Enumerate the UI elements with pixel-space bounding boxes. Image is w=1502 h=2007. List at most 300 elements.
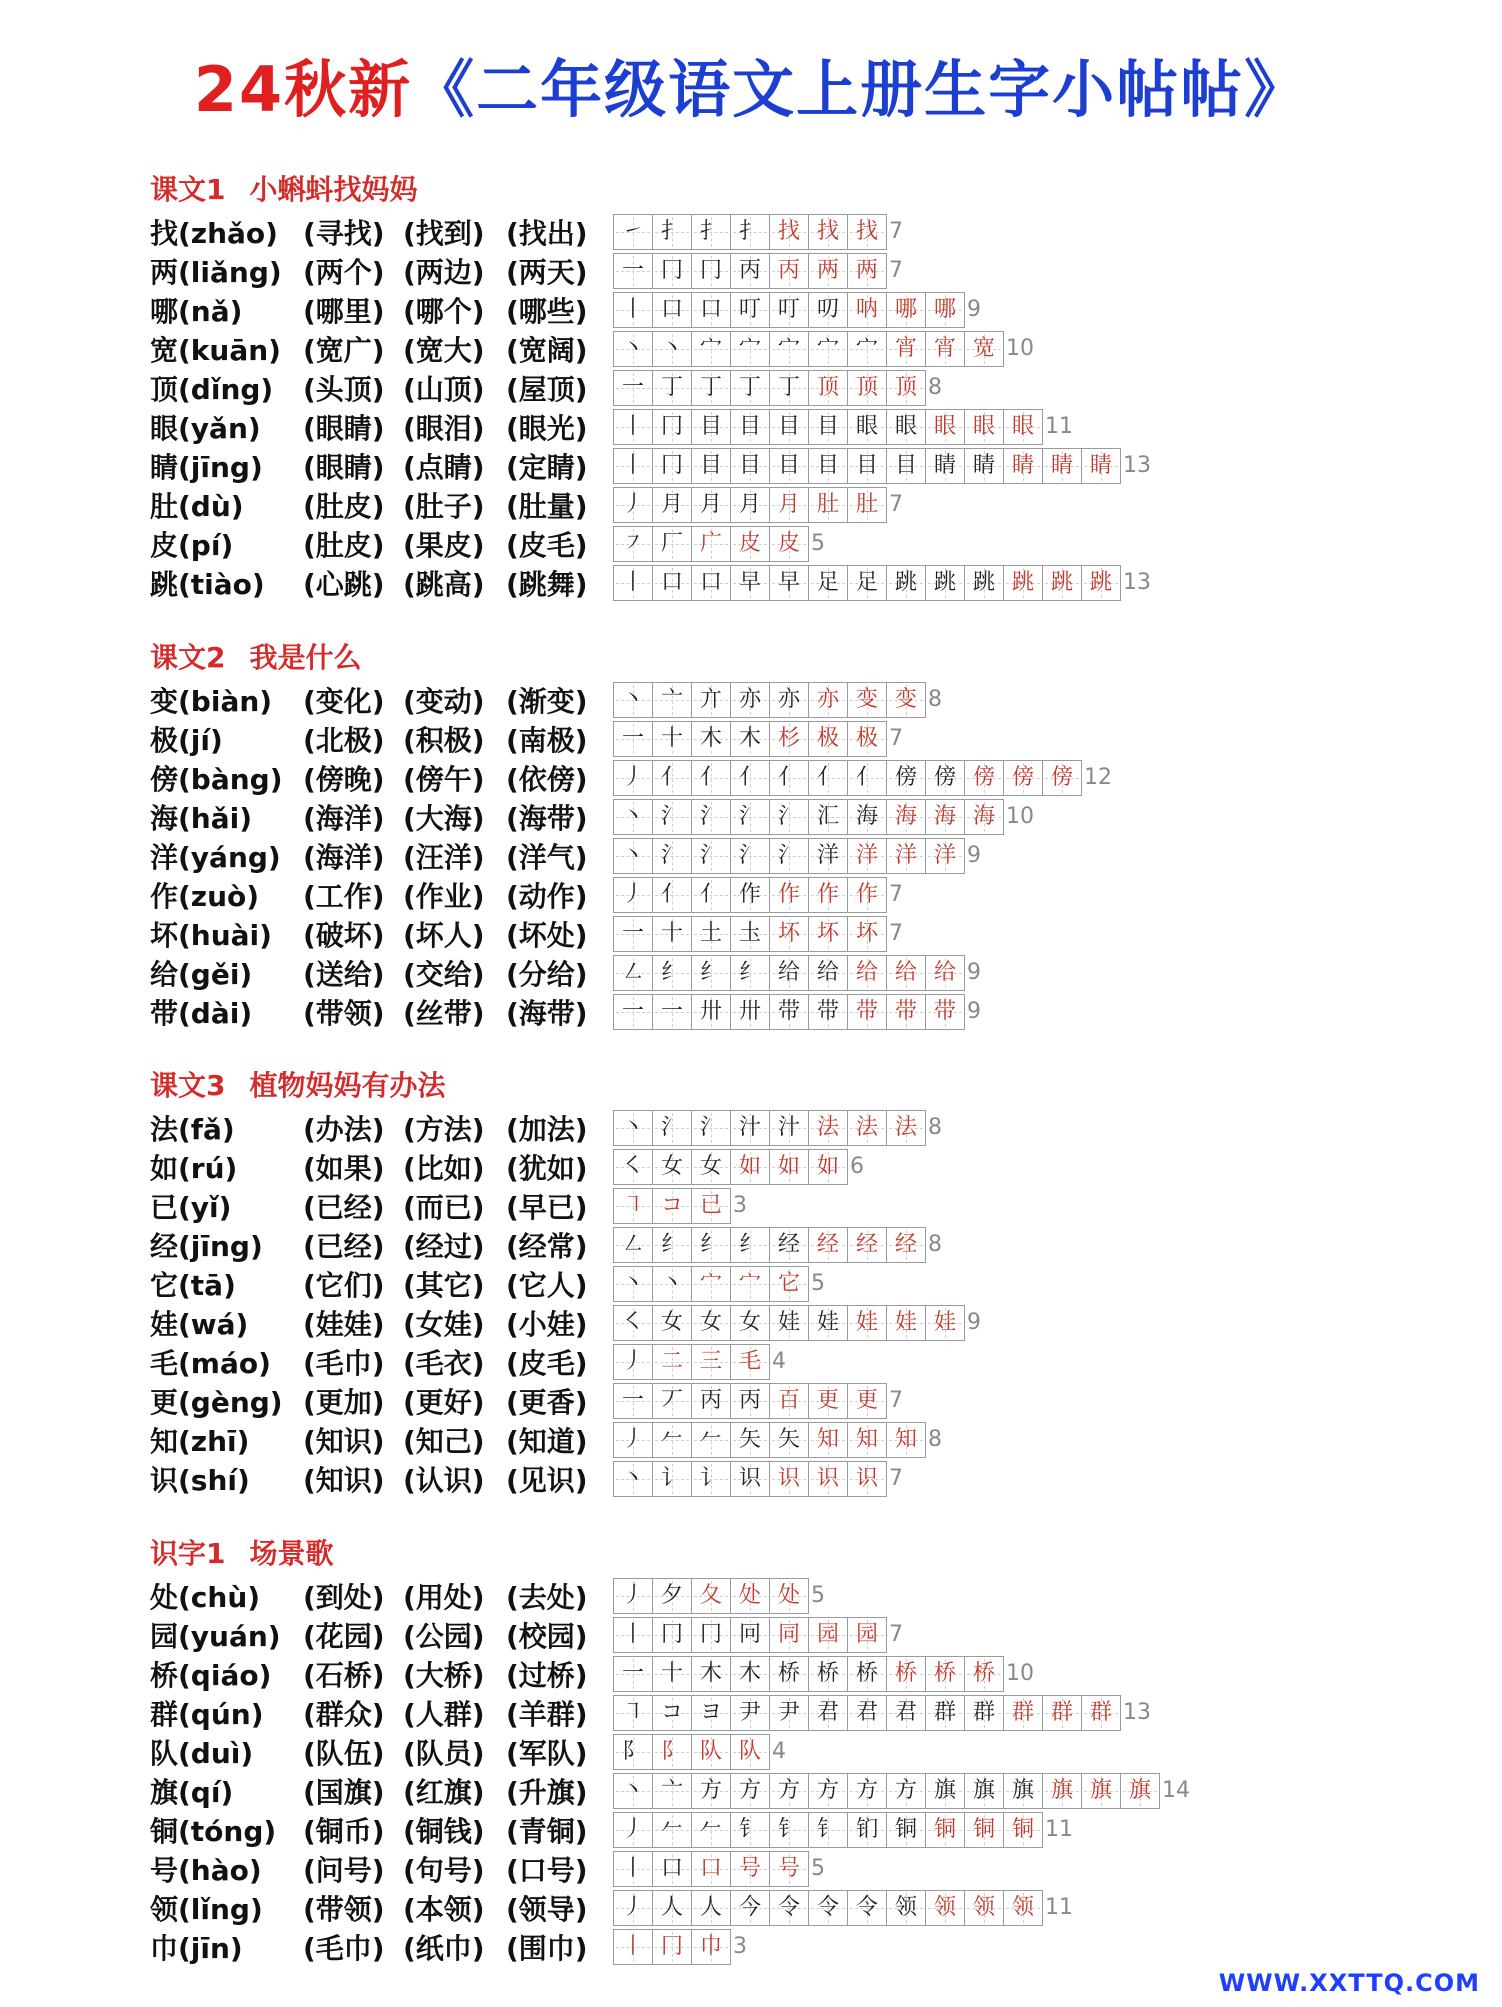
stroke-glyph: 眼 — [933, 413, 956, 439]
stroke-glyph: 丿 — [621, 1582, 644, 1608]
stroke-glyph: 纟 — [738, 1231, 761, 1257]
char-row — [150, 719, 903, 758]
stroke-box — [652, 1383, 691, 1419]
stroke-box — [1003, 1695, 1042, 1731]
char-pinyin: 娃(wá) — [150, 1307, 249, 1341]
stroke-glyph: 经 — [894, 1231, 917, 1257]
stroke-glyph: 队 — [738, 1738, 761, 1764]
stroke-box — [964, 409, 1003, 445]
stroke-glyph: 铜 — [1011, 1816, 1034, 1842]
stroke-glyph: 钅 — [738, 1816, 761, 1842]
stroke-glyph: 𠂉 — [660, 1816, 683, 1842]
stroke-glyph: 冂 — [660, 452, 683, 478]
stroke-glyph: 园 — [855, 1621, 878, 1647]
stroke-box — [730, 1695, 769, 1731]
stroke-box — [925, 1656, 964, 1692]
stroke-box — [886, 994, 925, 1030]
stroke-order-grid — [613, 409, 1043, 445]
stroke-box — [730, 1344, 770, 1380]
stroke-glyph: 丶 — [621, 1777, 644, 1803]
stroke-glyph: 亠 — [660, 1777, 683, 1803]
stroke-glyph: 丁 — [738, 374, 761, 400]
stroke-glyph: 海 — [894, 803, 917, 829]
char-pinyin: 铜(tóng) — [150, 1814, 277, 1848]
stroke-glyph: 纟 — [738, 959, 761, 985]
stroke-box — [925, 1695, 964, 1731]
stroke-glyph: 口 — [660, 1855, 683, 1881]
stroke-box — [808, 565, 847, 601]
stroke-box — [847, 1812, 886, 1848]
char-pinyin: 宽(kuān) — [150, 333, 281, 367]
stroke-order-grid — [613, 838, 965, 874]
stroke-glyph: 矢 — [777, 1426, 800, 1452]
stroke-glyph: 给 — [894, 959, 917, 985]
stroke-box — [730, 1110, 769, 1146]
lesson-label: 课文1 — [150, 173, 226, 206]
stroke-count: 5 — [811, 1856, 825, 1881]
stroke-box — [808, 1383, 847, 1419]
word-example: (本领) — [403, 1892, 485, 1926]
stroke-glyph: 纟 — [699, 959, 722, 985]
stroke-box — [925, 955, 965, 991]
stroke-glyph: 领 — [1011, 1894, 1034, 1920]
stroke-glyph: 目 — [738, 413, 761, 439]
stroke-glyph: 亻 — [777, 764, 800, 790]
word-example: (青铜) — [506, 1814, 588, 1848]
stroke-glyph: 冂 — [699, 257, 722, 283]
stroke-glyph: 女 — [699, 1153, 722, 1179]
stroke-glyph: 洋 — [855, 842, 878, 868]
stroke-box — [691, 1227, 730, 1263]
char-pinyin: 找(zhǎo) — [150, 216, 278, 250]
stroke-glyph: 目 — [816, 452, 839, 478]
stroke-glyph: 睛 — [1089, 452, 1112, 478]
stroke-glyph: 极 — [816, 725, 839, 751]
stroke-order-grid — [613, 526, 809, 562]
char-pinyin: 已(yǐ) — [150, 1190, 232, 1224]
stroke-box — [769, 1422, 808, 1458]
stroke-box — [613, 448, 652, 484]
stroke-box — [691, 877, 730, 913]
char-row — [150, 1459, 903, 1498]
word-example: (队员) — [403, 1736, 485, 1770]
stroke-order-grid — [613, 565, 1121, 601]
stroke-box — [1003, 760, 1042, 796]
stroke-glyph: 群 — [972, 1699, 995, 1725]
stroke-glyph: 领 — [972, 1894, 995, 1920]
stroke-order-grid — [613, 214, 887, 250]
stroke-glyph: 桥 — [855, 1660, 878, 1686]
stroke-box — [847, 331, 886, 367]
word-example: (娃娃) — [303, 1307, 385, 1341]
stroke-box — [769, 1305, 808, 1341]
stroke-glyph: 法 — [855, 1114, 878, 1140]
stroke-glyph: 处 — [777, 1582, 800, 1608]
stroke-count: 13 — [1123, 1700, 1151, 1725]
stroke-count: 3 — [733, 1934, 747, 1959]
stroke-glyph: 带 — [816, 998, 839, 1024]
stroke-glyph: 娃 — [933, 1309, 956, 1335]
stroke-glyph: 海 — [972, 803, 995, 829]
stroke-glyph: 阝 — [621, 1738, 644, 1764]
stroke-glyph: 氵 — [738, 803, 761, 829]
stroke-glyph: 目 — [894, 452, 917, 478]
stroke-glyph: 丨 — [621, 413, 644, 439]
char-row — [150, 914, 903, 953]
word-example: (羊群) — [506, 1697, 588, 1731]
stroke-box — [613, 1890, 652, 1926]
stroke-order-grid — [613, 1149, 848, 1185]
stroke-glyph: 丙 — [738, 1387, 761, 1413]
stroke-box — [847, 370, 886, 406]
stroke-glyph: 旗 — [1050, 1777, 1073, 1803]
stroke-box — [1120, 1773, 1160, 1809]
stroke-box — [652, 526, 691, 562]
stroke-glyph: 极 — [855, 725, 878, 751]
stroke-box — [613, 1149, 652, 1185]
stroke-count: 11 — [1045, 414, 1073, 439]
stroke-glyph: 丙 — [738, 257, 761, 283]
stroke-box — [730, 838, 769, 874]
stroke-box — [730, 292, 769, 328]
stroke-glyph: 同 — [777, 1621, 800, 1647]
stroke-glyph: 方 — [894, 1777, 917, 1803]
stroke-glyph: 木 — [699, 1660, 722, 1686]
lesson-name: 场景歌 — [249, 1537, 334, 1570]
stroke-box — [613, 292, 652, 328]
stroke-glyph: 十 — [660, 920, 683, 946]
stroke-box — [925, 409, 964, 445]
word-example: (石桥) — [303, 1658, 385, 1692]
word-example: (海洋) — [303, 801, 385, 835]
stroke-glyph: 厂 — [660, 530, 683, 556]
stroke-box — [613, 877, 652, 913]
char-row — [150, 1186, 747, 1225]
stroke-glyph: 跳 — [1050, 569, 1073, 595]
word-example: (海带) — [506, 996, 588, 1030]
stroke-box — [1003, 409, 1043, 445]
stroke-glyph: 氵 — [699, 803, 722, 829]
stroke-box — [964, 331, 1004, 367]
stroke-glyph: 月 — [660, 491, 683, 517]
stroke-order-grid — [613, 1617, 887, 1653]
stroke-glyph: ㇕ — [621, 1699, 644, 1725]
stroke-glyph: 早 — [777, 569, 800, 595]
stroke-box — [691, 1578, 730, 1614]
stroke-box — [652, 1578, 691, 1614]
stroke-order-grid — [613, 1851, 809, 1887]
stroke-glyph: 丶 — [621, 842, 644, 868]
char-pinyin: 巾(jīn) — [150, 1931, 243, 1965]
char-pinyin: 肚(dù) — [150, 489, 244, 523]
stroke-box — [613, 526, 652, 562]
stroke-glyph: 睛 — [933, 452, 956, 478]
char-pinyin: 海(hǎi) — [150, 801, 253, 835]
stroke-box — [847, 1305, 886, 1341]
word-example: (积极) — [403, 723, 485, 757]
stroke-glyph: 亻 — [660, 764, 683, 790]
stroke-box — [886, 409, 925, 445]
stroke-count: 5 — [811, 1271, 825, 1296]
stroke-box — [652, 1461, 691, 1497]
stroke-glyph: 处 — [738, 1582, 761, 1608]
word-example: (汪洋) — [403, 840, 485, 874]
stroke-box — [808, 799, 847, 835]
word-example: (小娃) — [506, 1307, 588, 1341]
stroke-box — [730, 799, 769, 835]
stroke-box — [1081, 565, 1121, 601]
word-example: (丝带) — [403, 996, 485, 1030]
stroke-box — [691, 1851, 730, 1887]
stroke-glyph: 哪 — [894, 296, 917, 322]
stroke-glyph: コ — [660, 1699, 683, 1725]
char-row — [150, 1888, 1073, 1927]
stroke-glyph: 已 — [699, 1192, 722, 1218]
word-example: (国旗) — [303, 1775, 385, 1809]
stroke-glyph: 口 — [660, 296, 683, 322]
stroke-glyph: 丿 — [621, 1348, 644, 1374]
stroke-box — [652, 1929, 691, 1965]
stroke-box — [613, 682, 652, 718]
stroke-glyph: 十 — [660, 725, 683, 751]
stroke-glyph: 宀 — [855, 335, 878, 361]
stroke-glyph: 哪 — [933, 296, 956, 322]
stroke-glyph: 丶 — [621, 1114, 644, 1140]
word-example: (肚量) — [506, 489, 588, 523]
lesson-name: 小蝌蚪找妈妈 — [249, 173, 418, 206]
stroke-glyph: 汇 — [816, 803, 839, 829]
stroke-glyph: 叮 — [777, 296, 800, 322]
stroke-glyph: 队 — [699, 1738, 722, 1764]
stroke-glyph: 海 — [933, 803, 956, 829]
char-pinyin: 两(liǎng) — [150, 255, 282, 289]
stroke-glyph: 冂 — [660, 413, 683, 439]
stroke-glyph: 丁 — [777, 374, 800, 400]
stroke-box — [730, 1305, 769, 1341]
stroke-count: 8 — [928, 1232, 942, 1257]
stroke-count: 8 — [928, 375, 942, 400]
stroke-glyph: 氵 — [777, 842, 800, 868]
stroke-glyph: 丶 — [660, 1270, 683, 1296]
stroke-box — [691, 682, 730, 718]
stroke-box — [847, 214, 887, 250]
word-example: (公园) — [403, 1619, 485, 1653]
word-example: (口号) — [506, 1853, 588, 1887]
stroke-glyph: ㇛ — [621, 1153, 644, 1179]
stroke-box — [652, 916, 691, 952]
word-example: (屋顶) — [506, 372, 588, 406]
stroke-box — [886, 1890, 925, 1926]
stroke-glyph: 丶 — [621, 686, 644, 712]
word-example: (眼睛) — [303, 450, 385, 484]
stroke-box — [613, 253, 652, 289]
stroke-box — [769, 1695, 808, 1731]
title-prefix: 24秋新 — [193, 53, 413, 126]
word-example: (铜币) — [303, 1814, 385, 1848]
stroke-box — [730, 877, 769, 913]
stroke-box — [613, 994, 652, 1030]
stroke-box — [652, 1422, 691, 1458]
stroke-box — [730, 1773, 769, 1809]
stroke-box — [886, 1305, 925, 1341]
lesson-heading — [150, 1064, 470, 1104]
stroke-glyph: 汁 — [777, 1114, 800, 1140]
stroke-box — [808, 1305, 847, 1341]
stroke-box — [808, 994, 847, 1030]
lesson-label: 课文3 — [150, 1069, 226, 1102]
stroke-count: 4 — [772, 1349, 786, 1374]
char-pinyin: 旗(qí) — [150, 1775, 234, 1809]
word-example: (知己) — [403, 1424, 485, 1458]
stroke-box — [691, 1266, 730, 1302]
stroke-box — [691, 838, 730, 874]
stroke-box — [1081, 1695, 1121, 1731]
stroke-glyph: 找 — [777, 218, 800, 244]
stroke-glyph: 一 — [621, 920, 644, 946]
word-example: (认识) — [403, 1463, 485, 1497]
stroke-glyph: 目 — [699, 452, 722, 478]
stroke-glyph: 一 — [660, 998, 683, 1024]
stroke-glyph: 冂 — [660, 257, 683, 283]
stroke-box — [847, 760, 886, 796]
stroke-glyph: 桥 — [816, 1660, 839, 1686]
stroke-box — [769, 877, 808, 913]
stroke-box — [613, 799, 652, 835]
stroke-glyph: 亻 — [738, 764, 761, 790]
stroke-glyph: 海 — [855, 803, 878, 829]
stroke-count: 7 — [889, 1622, 903, 1647]
char-pinyin: 作(zuò) — [150, 879, 260, 913]
stroke-glyph: 更 — [855, 1387, 878, 1413]
stroke-box — [847, 1227, 886, 1263]
stroke-box — [730, 1266, 769, 1302]
stroke-glyph: 群 — [1011, 1699, 1034, 1725]
stroke-glyph: 夕 — [660, 1582, 683, 1608]
word-example: (领导) — [506, 1892, 588, 1926]
word-example: (找出) — [506, 216, 588, 250]
word-example: (句号) — [403, 1853, 485, 1887]
stroke-glyph: 带 — [855, 998, 878, 1024]
stroke-box — [1042, 1695, 1081, 1731]
stroke-glyph: 娃 — [816, 1309, 839, 1335]
stroke-box — [613, 721, 652, 757]
stroke-box — [886, 760, 925, 796]
stroke-box — [886, 799, 925, 835]
stroke-box — [730, 1227, 769, 1263]
stroke-box — [847, 1461, 887, 1497]
stroke-count: 14 — [1162, 1778, 1190, 1803]
stroke-glyph: 丿 — [621, 881, 644, 907]
stroke-box — [652, 448, 691, 484]
stroke-glyph: 丿 — [621, 764, 644, 790]
char-pinyin: 法(fǎ) — [150, 1112, 235, 1146]
stroke-count: 7 — [889, 921, 903, 946]
stroke-box — [652, 994, 691, 1030]
stroke-box — [652, 1227, 691, 1263]
stroke-box — [769, 799, 808, 835]
stroke-glyph: 广 — [699, 530, 722, 556]
stroke-glyph: 宵 — [894, 335, 917, 361]
lesson-name: 我是什么 — [249, 641, 362, 674]
word-example: (已经) — [303, 1229, 385, 1263]
stroke-box — [730, 214, 769, 250]
stroke-glyph: 丨 — [621, 452, 644, 478]
stroke-box — [925, 1305, 965, 1341]
word-example: (大桥) — [403, 1658, 485, 1692]
stroke-glyph: 知 — [816, 1426, 839, 1452]
stroke-glyph: 亠 — [660, 686, 683, 712]
word-example: (更好) — [403, 1385, 485, 1419]
char-pinyin: 领(lǐng) — [150, 1892, 263, 1926]
word-example: (哪个) — [403, 294, 485, 328]
lesson-heading — [150, 168, 442, 208]
stroke-box — [613, 565, 652, 601]
char-row — [150, 836, 981, 875]
stroke-glyph: 顶 — [894, 374, 917, 400]
stroke-box — [691, 721, 730, 757]
stroke-glyph: 睛 — [1011, 452, 1034, 478]
stroke-glyph: 目 — [699, 413, 722, 439]
stroke-box — [652, 1851, 691, 1887]
char-row — [150, 1264, 825, 1303]
stroke-box — [730, 721, 769, 757]
stroke-order-grid — [613, 1695, 1121, 1731]
stroke-box — [847, 682, 886, 718]
stroke-box — [964, 1890, 1003, 1926]
stroke-glyph: 丁 — [699, 374, 722, 400]
word-example: (两个) — [303, 255, 385, 289]
stroke-order-grid — [613, 331, 1004, 367]
stroke-glyph: 带 — [894, 998, 917, 1024]
stroke-count: 8 — [928, 1115, 942, 1140]
stroke-box — [886, 1812, 925, 1848]
stroke-box — [886, 1227, 926, 1263]
char-row — [150, 485, 903, 524]
stroke-order-grid — [613, 1422, 926, 1458]
char-pinyin: 跳(tiào) — [150, 567, 265, 601]
char-pinyin: 皮(pí) — [150, 528, 234, 562]
stroke-glyph: 坏 — [777, 920, 800, 946]
char-pinyin: 眼(yǎn) — [150, 411, 261, 445]
stroke-glyph: 眼 — [894, 413, 917, 439]
stroke-box — [808, 214, 847, 250]
stroke-glyph: 群 — [1089, 1699, 1112, 1725]
stroke-glyph: 经 — [816, 1231, 839, 1257]
stroke-box — [847, 799, 886, 835]
char-pinyin: 处(chù) — [150, 1580, 261, 1614]
stroke-box — [652, 1734, 691, 1770]
stroke-glyph: ㇇ — [621, 530, 644, 556]
char-row — [150, 446, 1151, 485]
stroke-glyph: 旗 — [1128, 1777, 1151, 1803]
stroke-glyph: 氵 — [660, 803, 683, 829]
stroke-box — [847, 409, 886, 445]
stroke-glyph: 两 — [816, 257, 839, 283]
stroke-glyph: 足 — [855, 569, 878, 595]
page-title — [0, 40, 1502, 129]
stroke-box — [808, 1890, 847, 1926]
stroke-glyph: 氵 — [699, 842, 722, 868]
lesson-name: 植物妈妈有办法 — [249, 1069, 446, 1102]
stroke-box — [847, 253, 887, 289]
stroke-box — [847, 1422, 886, 1458]
stroke-box — [808, 1227, 847, 1263]
word-example: (它们) — [303, 1268, 385, 1302]
word-example: (两天) — [506, 255, 588, 289]
stroke-glyph: 园 — [816, 1621, 839, 1647]
word-example: (群众) — [303, 1697, 385, 1731]
stroke-glyph: 经 — [777, 1231, 800, 1257]
